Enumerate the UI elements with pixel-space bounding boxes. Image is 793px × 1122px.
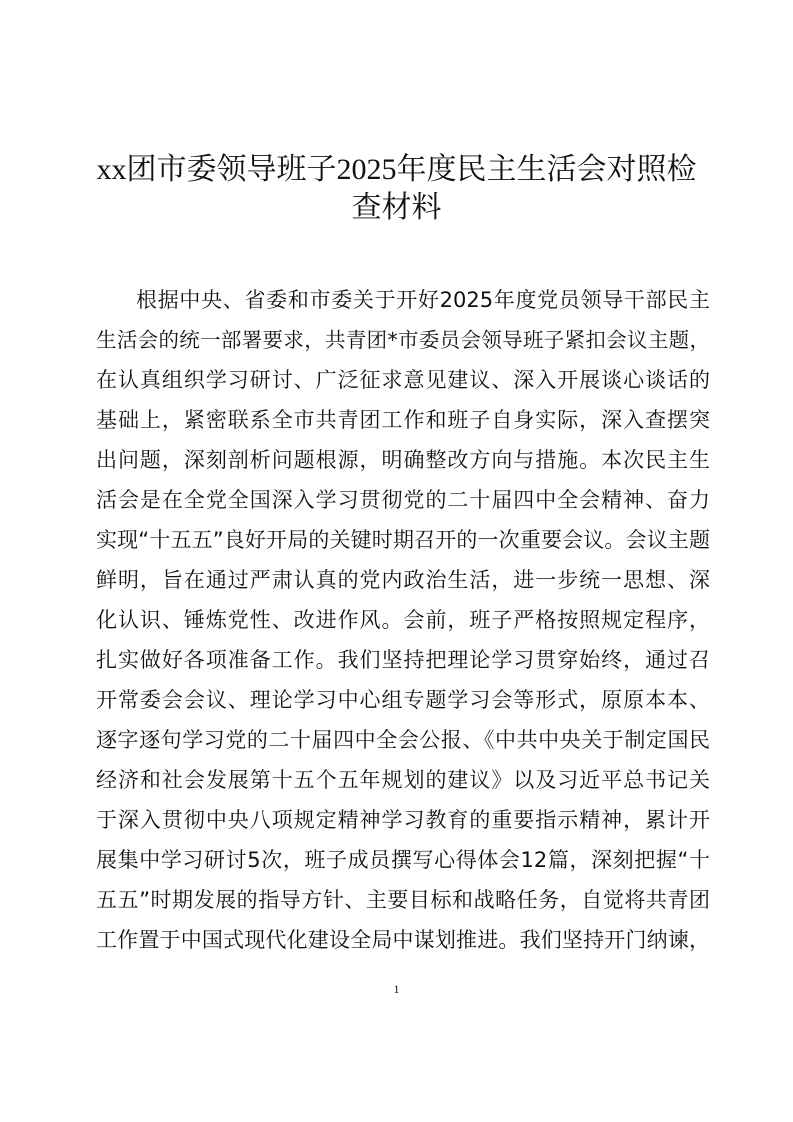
paragraph-line: 鲜明，旨在通过严肃认真的党内政治生活，进一步统一思想、深 [96,568,710,592]
paragraph-line: 实现“十五五”良好开局的关键时期召开的一次重要会议。会议主题 [96,528,710,552]
paragraph-line: 五五”时期发展的指导方针、主要目标和战略任务，自觉将共青团 [96,888,710,912]
paragraph-line: 出问题，深刻剖析问题根源，明确整改方向与措施。本次民主生 [96,448,710,472]
paragraph-line: 根据中央、省委和市委关于开好2025年度党员领导干部民主 [136,288,710,312]
paragraph-line: 化认识、锤炼党性、改进作风。会前，班子严格按照规定程序， [96,608,710,632]
paragraph-line: 工作置于中国式现代化建设全局中谋划推进。我们坚持开门纳谏， [96,928,710,952]
paragraph-line: 于深入贯彻中央八项规定精神学习教育的重要指示精神，累计开 [96,808,710,832]
paragraph-line: 在认真组织学习研讨、广泛征求意见建议、深入开展谈心谈话的 [96,368,710,392]
page-number: 1 [393,982,400,996]
paragraph-line: 经济和社会发展第十五个五年规划的建议》以及习近平总书记关 [96,768,710,792]
paragraph-line: 逐字逐句学习党的二十届四中全会公报、《中共中央关于制定国民 [96,728,710,752]
body-paragraph [96,280,710,960]
paragraph-line: 扎实做好各项准备工作。我们坚持把理论学习贯穿始终，通过召 [96,648,710,672]
paragraph-line: 活会是在全党全国深入学习贯彻党的二十届四中全会精神、奋力 [96,488,710,512]
document-title-line-2: 查材料 [351,191,442,224]
document-title-line-1: xx团市委领导班子2025年度民主生活会对照检 [96,153,697,186]
paragraph-line: 展集中学习研讨5次，班子成员撰写心得体会12篇，深刻把握“十 [96,848,710,872]
paragraph-line: 开常委会会议、理论学习中心组专题学习会等形式，原原本本、 [96,688,710,712]
paragraph-line: 生活会的统一部署要求，共青团*市委员会领导班子紧扣会议主题， [96,328,710,352]
paragraph-line: 基础上，紧密联系全市共青团工作和班子自身实际，深入查摆突 [96,408,710,432]
